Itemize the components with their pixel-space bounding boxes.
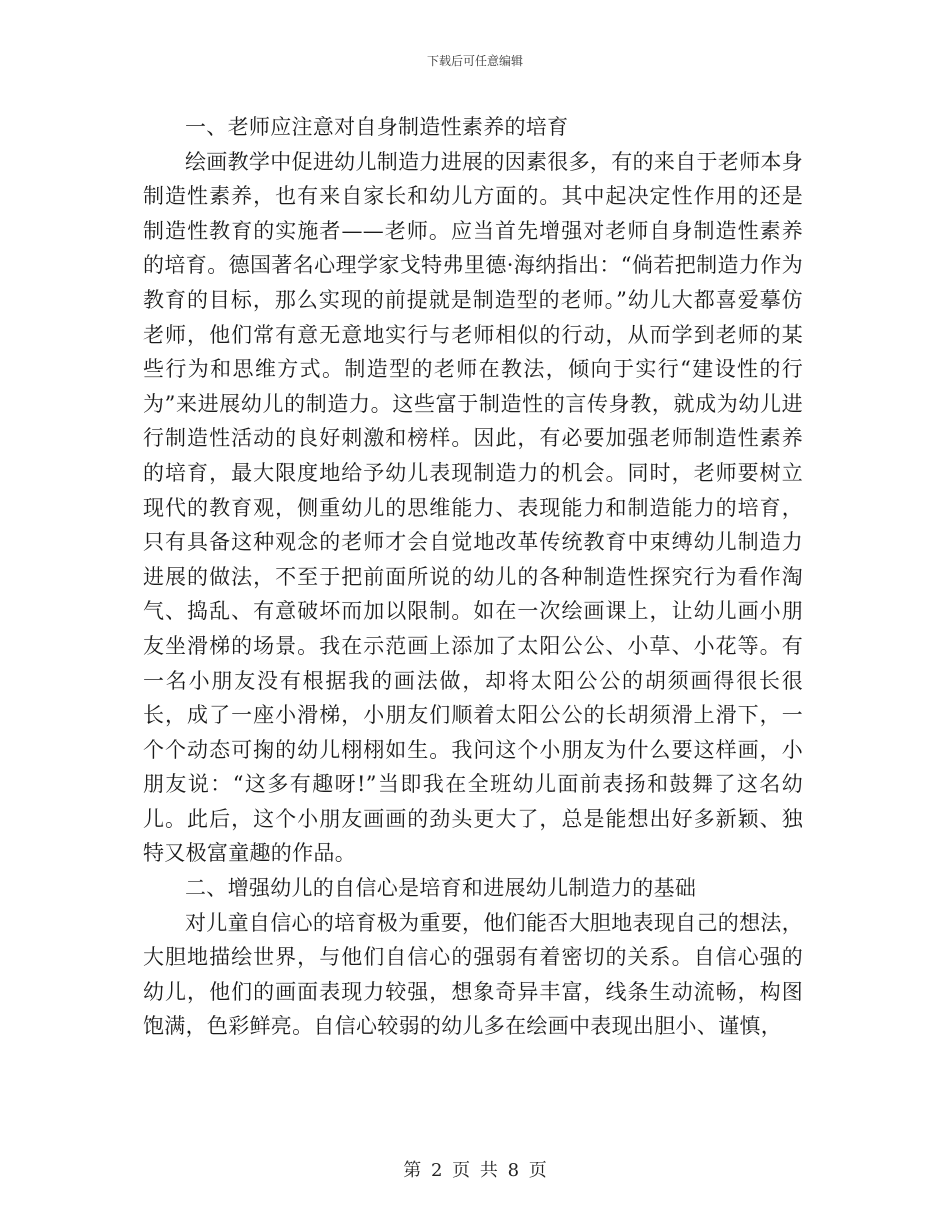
section-2-paragraph: 对儿童自信心的培育极为重要，他们能否大胆地表现自己的想法，大胆地描绘世界，与他们自信心的强弱有着密切的关系。自信心强的幼儿，他们的画面表现力较强，想象奇异丰富，线条生动流畅，构图饱满，色彩鲜亮。自信心较弱的幼儿多在绘画中表现出胆小、谨慎， <box>143 910 803 1039</box>
page-number-footer: 第 2 页 共 8 页 <box>403 1160 547 1181</box>
section-2-heading: 二、增强幼儿的自信心是培育和进展幼儿制造力的基础 <box>185 876 697 901</box>
document-body <box>143 110 803 1044</box>
section-1-paragraph: 绘画教学中促进幼儿制造力进展的因素很多，有的来自于老师本身制造性素养，也有来自家长和幼儿方面的。其中起决定性作用的还是制造性教育的实施者——老师。应当首先增强对老师自身制造性素养的培育。德国著名心理学家戈特弗里德·海纳指出：“倘若把制造力作为教育的目标，那么实现的前提就是制造型的老师。”幼儿大都喜爱摹仿老师，他们常有意无意地实行与老师相似的行动，从而学到老师的某些行为和思维方式。制造型的老师在教法，倾向于实行“建设性的行为”来进展幼儿的制造力。这些富于制造性的言传身教，就成为幼儿进行制造性活动的良好刺激和榜样。因此，有必要加强老师制造性素养的培育，最大限度地给予幼儿表现制造力的机会。同时，老师要树立现代的教育观，侧重幼儿的思维能力、表现能力和制造能力的培育，只有具备这种观念的老师才会自觉地改革传统教育中束缚幼儿制造力进展的做法，不至于把前面所说的幼儿的各种制造性探究行为看作淘气、捣乱、有意破坏而加以限制。如在一次绘画课上，让幼儿画小朋友坐滑梯的场景。我在示范画上添加了太阳公公、小草、小花等。有一名小朋友没有根据我的画法做，却将太阳公公的胡须画得很长很长，成了一座小滑梯，小朋友们顺着太阳公公的长胡须滑上滑下，一个个动态可掬的幼儿栩栩如生。我问这个小朋友为什么要这样画，小朋友说：“这多有趣呀!”当即我在全班幼儿面前表扬和鼓舞了这名幼儿。此后，这个小朋友画画的劲头更大了，总是能想出好多新颖、独特又极富童趣的作品。 <box>143 149 803 866</box>
page-header-note: 下载后可任意编辑 <box>426 54 523 68</box>
section-1-heading: 一、老师应注意对自身制造性素养的培育 <box>185 115 569 139</box>
